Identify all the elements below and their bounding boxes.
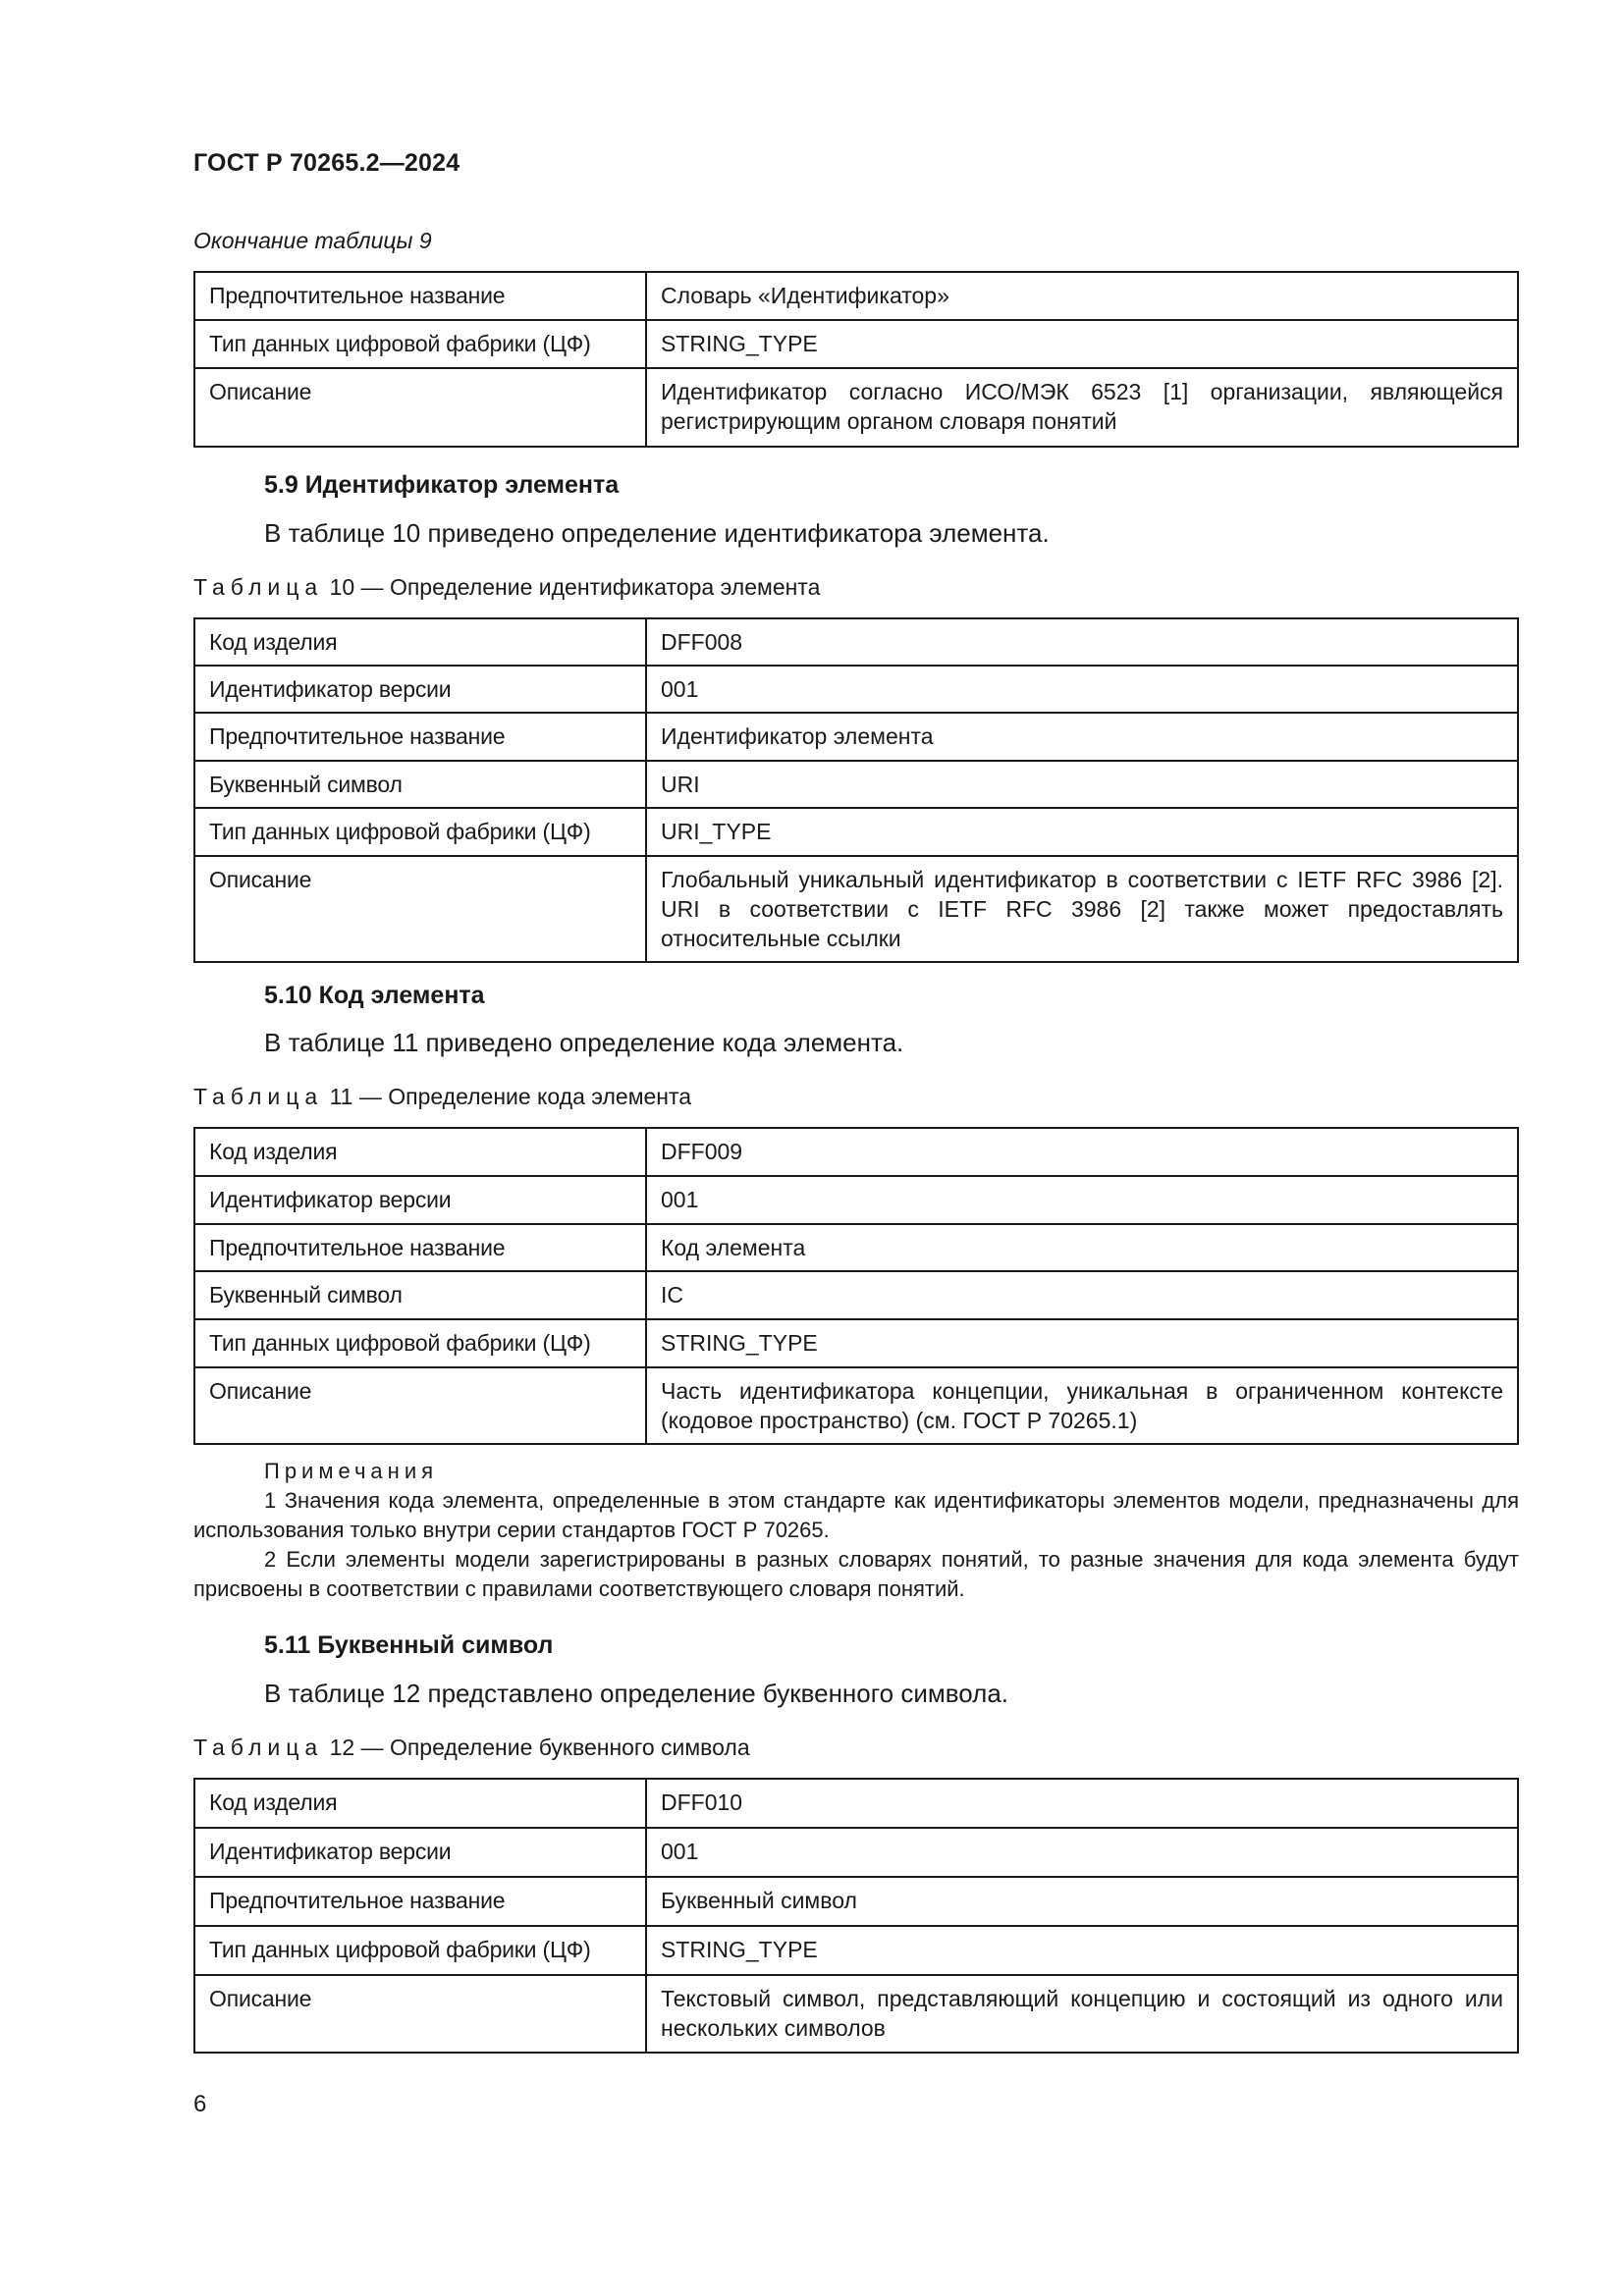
- table-cell-value: 001: [646, 1176, 1518, 1224]
- table-cell-value: Буквенный символ: [646, 1877, 1518, 1926]
- table-row: [194, 1224, 1518, 1271]
- table-cell-key: Описание: [194, 1367, 646, 1444]
- notes-title: Примечания: [264, 1459, 439, 1483]
- table-row: [194, 1975, 1518, 2053]
- table-row: [194, 1779, 1518, 1828]
- table-cell-key: Тип данных цифровой фабрики (ЦФ): [194, 1319, 646, 1367]
- caption-text: 11 — Определение кода элемента: [329, 1084, 692, 1109]
- table-10-caption: [193, 574, 820, 601]
- table-cell-value: 001: [646, 1828, 1518, 1877]
- table-cell-key: Предпочтительное название: [194, 1877, 646, 1926]
- table-row: [194, 1828, 1518, 1877]
- table-row: [194, 368, 1518, 447]
- table-cell-value: STRING_TYPE: [646, 320, 1518, 368]
- table-row: [194, 618, 1518, 666]
- table-row: [194, 856, 1518, 962]
- table-cell-key: Тип данных цифровой фабрики (ЦФ): [194, 808, 646, 856]
- table-cell-value: DFF010: [646, 1779, 1518, 1828]
- note-item: 1 Значения кода элемента, определенные в этом стандарте как идентификаторы элементов модели, предназначены для использования только внутри серии стандартов ГОСТ Р 70265.: [193, 1488, 1519, 1542]
- table-10: [193, 617, 1519, 963]
- table-cell-value: Словарь «Идентификатор»: [646, 272, 1518, 320]
- page-number: 6: [193, 2091, 207, 2117]
- table-cell-key: Предпочтительное название: [194, 713, 646, 761]
- table-cell-value: Глобальный уникальный идентификатор в соответствии с IETF RFC 3986 [2]. URI в соответствии с IETF RFC 3986 [2] также может предоставлять относительные ссылки: [646, 856, 1518, 962]
- section-5-9-intro: В таблице 10 приведено определение идентификатора элемента.: [264, 518, 1050, 548]
- table-row: [194, 808, 1518, 856]
- table-cell-key: Код изделия: [194, 1128, 646, 1176]
- table-row: [194, 761, 1518, 808]
- section-title-5-10: 5.10 Код элемента: [264, 982, 485, 1009]
- table-cell-key: Тип данных цифровой фабрики (ЦФ): [194, 1926, 646, 1975]
- table-row: [194, 1271, 1518, 1319]
- section-5-11-intro: В таблице 12 представлено определение буквенного символа.: [264, 1679, 1009, 1708]
- table-row: [194, 713, 1518, 761]
- table-cell-value: Идентификатор элемента: [646, 713, 1518, 761]
- table-cell-key: Описание: [194, 856, 646, 962]
- table-cell-value: 001: [646, 666, 1518, 713]
- table-cell-key: Код изделия: [194, 1779, 646, 1828]
- table-row: [194, 1877, 1518, 1926]
- table-cell-value: DFF009: [646, 1128, 1518, 1176]
- table-cell-value: Идентификатор согласно ИСО/МЭК 6523 [1] организации, являющейся регистрирующим органом словаря понятий: [646, 368, 1518, 447]
- table-cell-value: DFF008: [646, 618, 1518, 666]
- section-title-5-11: 5.11 Буквенный символ: [264, 1631, 554, 1659]
- table-cell-key: Буквенный символ: [194, 1271, 646, 1319]
- note-item: 2 Если элементы модели зарегистрированы в разных словарях понятий, то разные значения для кода элемента будут присвоены в соответствии с правилами соответствующего словаря понятий.: [193, 1547, 1519, 1601]
- section-5-10-intro: В таблице 11 приведено определение кода элемента.: [264, 1028, 904, 1057]
- table-cell-value: Текстовый символ, представляющий концепцию и состоящий из одного или нескольких символов: [646, 1975, 1518, 2053]
- document-header: ГОСТ Р 70265.2—2024: [193, 149, 460, 177]
- table-row: [194, 1128, 1518, 1176]
- table-cell-key: Идентификатор версии: [194, 666, 646, 713]
- table-row: [194, 1176, 1518, 1224]
- table-cell-key: Предпочтительное название: [194, 1224, 646, 1271]
- table-row: [194, 272, 1518, 320]
- table-cell-key: Тип данных цифровой фабрики (ЦФ): [194, 320, 646, 368]
- table-cell-key: Идентификатор версии: [194, 1176, 646, 1224]
- section-title-5-9: 5.9 Идентификатор элемента: [264, 471, 620, 499]
- table-row: [194, 1926, 1518, 1975]
- table-cell-value: Часть идентификатора концепции, уникальная в ограниченном контексте (кодовое пространство) (см. ГОСТ Р 70265.1): [646, 1367, 1518, 1444]
- table-cell-key: Предпочтительное название: [194, 272, 646, 320]
- caption-text: 10 — Определение идентификатора элемента: [329, 574, 821, 600]
- table-11-notes: [193, 1457, 1519, 1604]
- table-9-end: [193, 271, 1519, 448]
- caption-word: Таблица: [193, 1084, 324, 1109]
- table-row: [194, 1367, 1518, 1444]
- table-11: [193, 1127, 1519, 1445]
- caption-word: Таблица: [193, 1735, 324, 1760]
- table-row: [194, 1319, 1518, 1367]
- caption-text: 12 — Определение буквенного символа: [329, 1735, 750, 1760]
- caption-word: Таблица: [193, 574, 324, 600]
- table-cell-value: IC: [646, 1271, 1518, 1319]
- table-12: [193, 1778, 1519, 2054]
- table-cell-key: Код изделия: [194, 618, 646, 666]
- table-cell-value: URI_TYPE: [646, 808, 1518, 856]
- table-row: [194, 320, 1518, 368]
- table-cell-value: STRING_TYPE: [646, 1319, 1518, 1367]
- table-12-caption: [193, 1735, 750, 1761]
- table-cell-value: STRING_TYPE: [646, 1926, 1518, 1975]
- table-cell-value: Код элемента: [646, 1224, 1518, 1271]
- table-9-continuation-label: Окончание таблицы 9: [193, 228, 432, 253]
- table-11-caption: [193, 1084, 691, 1110]
- table-cell-value: URI: [646, 761, 1518, 808]
- table-cell-key: Описание: [194, 1975, 646, 2053]
- table-cell-key: Идентификатор версии: [194, 1828, 646, 1877]
- table-cell-key: Описание: [194, 368, 646, 447]
- table-cell-key: Буквенный символ: [194, 761, 646, 808]
- table-row: [194, 666, 1518, 713]
